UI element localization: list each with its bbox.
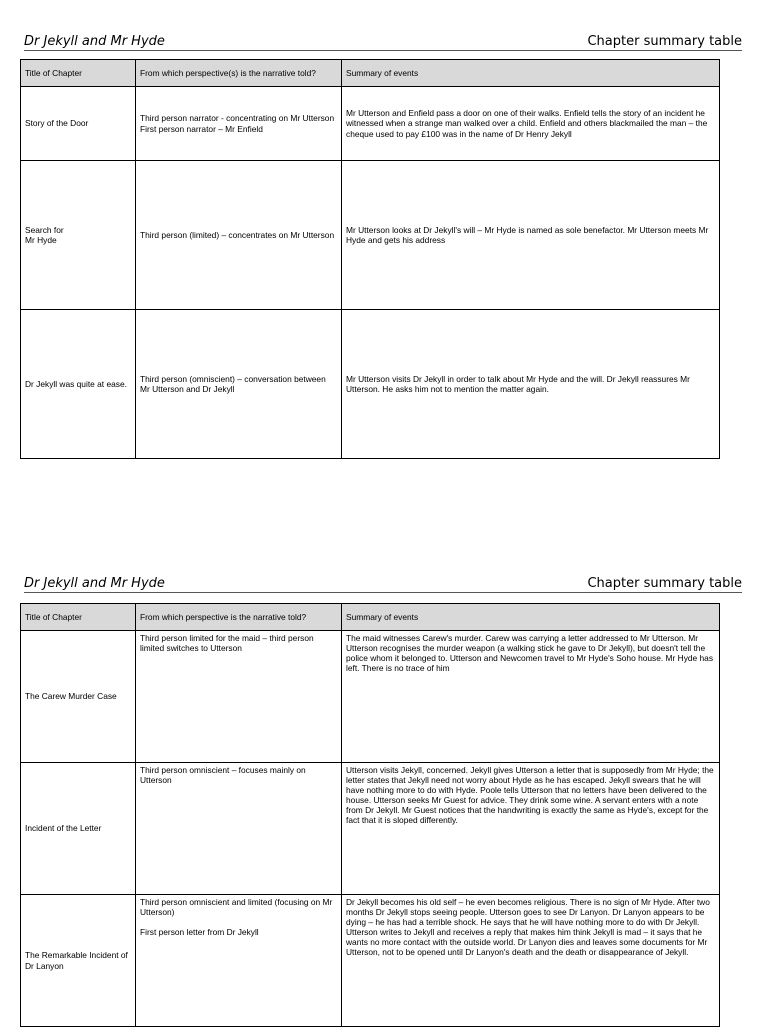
chapter-perspective: Third person omniscient and limited (focusing on Mr Utterson) xyxy=(140,897,333,918)
chapter-perspective-extra: First person letter from Dr Jekyll xyxy=(140,927,259,938)
table-row xyxy=(21,161,720,310)
column-header-title: Title of Chapter xyxy=(21,60,136,87)
header-subtitle: Chapter summary table xyxy=(587,576,742,591)
table-row xyxy=(21,895,720,1027)
chapter-summary: Mr Utterson visits Dr Jekyll in order to talk about Mr Hyde and the will. Dr Jekyll reassures Mr Utterson. He asks him not to mention the matter again. xyxy=(342,310,720,459)
header-subtitle: Chapter summary table xyxy=(587,34,742,49)
chapter-title: Search for Mr Hyde xyxy=(21,161,136,310)
table-row xyxy=(21,87,720,161)
chapter-summary: Dr Jekyll becomes his old self – he even becomes religious. There is no sign of Mr Hyde. After two months Dr Jekyll stops seeing people. Utterson goes to see Dr Lanyon. Dr Lanyon appears to be dying – he has had a terrible shock. He says that he will have nothing more to do with Dr Jekyll. Utterson writes to Jekyll and receives a reply that makes him think Jekyll is mad – it says that he wants no more contact with the outside world. Dr Lanyon dies and leaves some documents for Mr Utterson, not to be opened until Dr Lanyon's death and the death or disappearance of Jekyll. xyxy=(342,895,720,1027)
chapter-title: Incident of the Letter xyxy=(21,763,136,895)
chapter-title: The Carew Murder Case xyxy=(21,631,136,763)
header-title: Dr Jekyll and Mr Hyde xyxy=(24,576,165,591)
chapter-summary-table xyxy=(20,59,720,459)
column-header-perspective: From which perspective(s) is the narrative told? xyxy=(136,60,342,87)
chapter-perspective-cell xyxy=(136,895,342,1027)
page-header xyxy=(24,30,742,51)
table-header-row xyxy=(21,604,720,631)
chapter-perspective: Third person (omniscient) – conversation between Mr Utterson and Dr Jekyll xyxy=(136,310,342,459)
chapter-summary: Mr Utterson looks at Dr Jekyll's will – Mr Hyde is named as sole benefactor. Mr Utterson meets Mr Hyde and gets his address xyxy=(342,161,720,310)
chapter-title: Story of the Door xyxy=(21,87,136,161)
table-row xyxy=(21,631,720,763)
chapter-perspective: Third person limited for the maid – third person limited switches to Utterson xyxy=(136,631,342,763)
chapter-title: The Remarkable Incident of Dr Lanyon xyxy=(21,895,136,1027)
page-header xyxy=(24,572,742,593)
header-title: Dr Jekyll and Mr Hyde xyxy=(24,34,165,49)
table-row xyxy=(21,310,720,459)
table-row xyxy=(21,763,720,895)
column-header-summary: Summary of events xyxy=(342,60,720,87)
chapter-title: Dr Jekyll was quite at ease. xyxy=(21,310,136,459)
chapter-summary: The maid witnesses Carew's murder. Carew was carrying a letter addressed to Mr Utterson. Mr Utterson recognises the murder weapon (a walking stick he gave to Dr Jekyll), but doesn't tell the police whom it belonged to. Utterson and Newcomen travel to Mr Hyde's Soho house. Mr Hyde has left. There is no trace of him xyxy=(342,631,720,763)
chapter-perspective: Third person narrator - concentrating on Mr Utterson First person narrator – Mr Enfield xyxy=(136,87,342,161)
column-header-perspective: From which perspective is the narrative told? xyxy=(136,604,342,631)
chapter-summary: Mr Utterson and Enfield pass a door on one of their walks. Enfield tells the story of an incident he witnessed when a strange man walked over a child. Enfield and others blackmailed the man – the cheque used to pay £100 was in the name of Dr Henry Jekyll xyxy=(342,87,720,161)
chapter-summary-table xyxy=(20,603,720,1027)
chapter-summary: Utterson visits Jekyll, concerned. Jekyll gives Utterson a letter that is supposedly from Mr Hyde; the letter states that Jekyll need not worry about Hyde as he has escaped. Jekyll swears that he will have nothing more to do with Hyde. Poole tells Utterson that no letters have been delivered to the house. Utterson seeks Mr Guest for advice. They drink some wine. A servant enters with a note from Dr Jekyll. Mr Guest notices that the handwriting is exactly the same as Hyde's, except for the fact that it is sloped differently. xyxy=(342,763,720,895)
column-header-title: Title of Chapter xyxy=(21,604,136,631)
column-header-summary: Summary of events xyxy=(342,604,720,631)
chapter-perspective: Third person (limited) – concentrates on Mr Utterson xyxy=(136,161,342,310)
table-header-row xyxy=(21,60,720,87)
chapter-perspective: Third person omniscient – focuses mainly on Utterson xyxy=(136,763,342,895)
